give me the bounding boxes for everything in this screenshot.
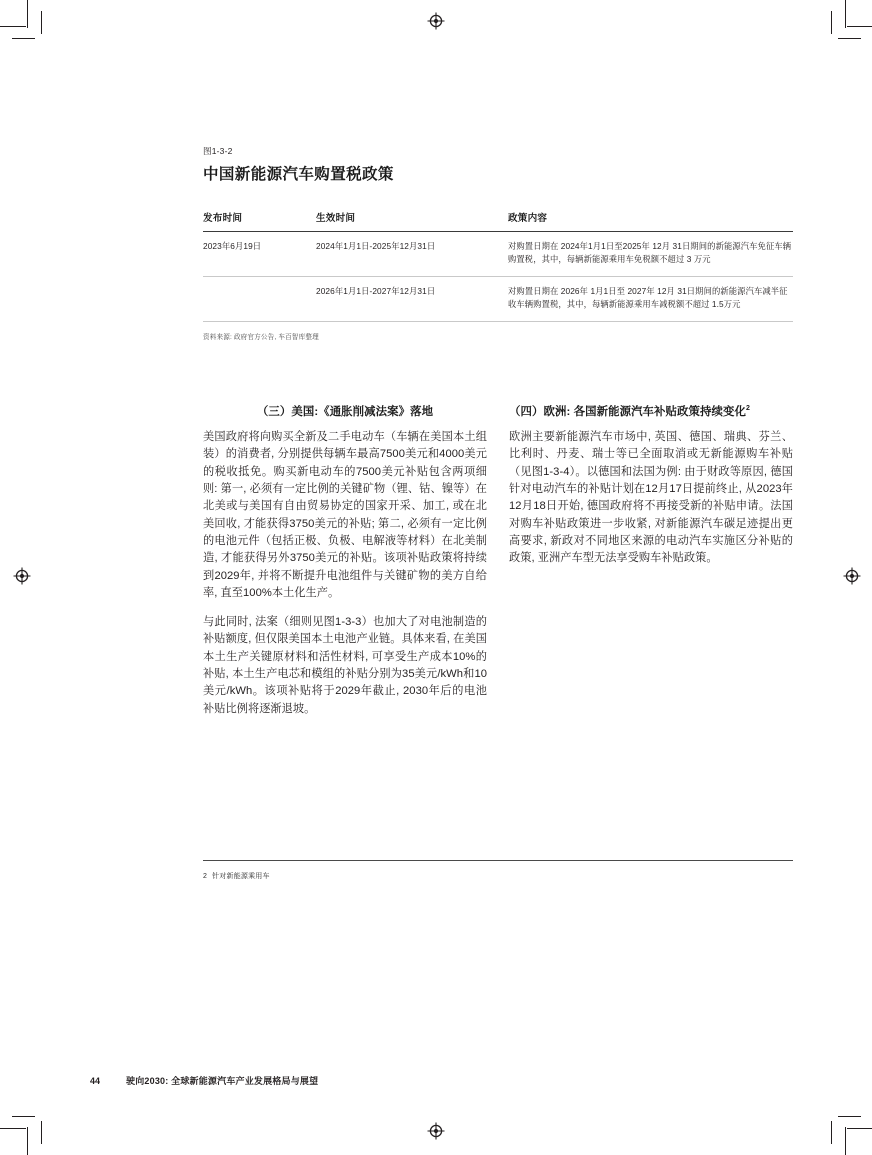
column-header-effective: 生效时间 [316, 213, 356, 224]
table-body [203, 232, 793, 322]
table-row [203, 276, 793, 321]
footnote [203, 871, 793, 881]
crop-mark-top-left-horizontal [0, 26, 26, 27]
crop-mark-bottom-left-vertical [27, 1127, 28, 1155]
column-header-published: 发布时间 [203, 213, 243, 224]
crop-mark-top-right-horizontal [847, 26, 872, 27]
registration-target-right [843, 567, 861, 585]
figure-block [203, 145, 793, 341]
crop-mark-top-right-vertical [845, 0, 846, 28]
cell-content: 对购置日期在 2026年 1月1日至 2027年 12月 31日期间的新能源汽车减半征收车辆购置税，其中，每辆新能源乘用车减税额不超过 1.5万元 [508, 285, 788, 310]
cell-effective: 2024年1月1日-2025年12月31日 [316, 241, 436, 251]
registration-target-bottom [427, 1122, 445, 1140]
cell-effective: 2026年1月1日-2027年12月31日 [316, 285, 436, 296]
cell-published [203, 276, 316, 321]
body-columns [203, 404, 793, 718]
section-heading-europe [509, 404, 793, 420]
page-number: 44 [90, 1076, 101, 1086]
footnote-reference[interactable]: 2 [745, 405, 750, 413]
page-footer [90, 1074, 318, 1087]
crop-mark-bottom-right-inner-vertical [831, 1121, 832, 1144]
crop-mark-bottom-right-vertical [845, 1127, 846, 1155]
crop-mark-bottom-right-inner-horizontal [838, 1116, 861, 1117]
paragraph: 欧洲主要新能源汽车市场中, 英国、德国、瑞典、芬兰、比利时、丹麦、瑞士等已全面取消或无新能源购车补贴（见图1-3-4）。以德国和法国为例: 由于财政等原因, 德国针对电动汽车的补贴计划在12月17日提前终止, 从2023年12月18日开始, 德国政府将不再接受新的补贴申请。法国对购车补贴政策进一步收紧, 对新能源汽车碳足迹提出更高要求, 新政对不同地区来源的电动汽车实施区分补贴的政策, 亚洲产车型无法享受购车补贴政策。 [509, 431, 793, 565]
running-title: 驶向2030: 全球新能源汽车产业发展格局与展望 [126, 1076, 319, 1086]
table-row [203, 232, 793, 277]
crop-mark-top-left-vertical [27, 0, 28, 28]
crop-mark-top-left-inner-horizontal [12, 38, 35, 39]
left-column [203, 404, 487, 718]
crop-mark-bottom-left-inner-vertical [41, 1121, 42, 1144]
registration-target-top [427, 12, 445, 30]
crop-mark-top-right-inner-vertical [831, 11, 832, 34]
footnote-block [203, 860, 793, 881]
cell-published: 2023年6月19日 [203, 241, 262, 251]
column-header-content: 政策内容 [508, 213, 548, 224]
cell-content: 对购置日期在 2024年1月1日至2025年 12月 31日期间的新能源汽车免征车辆购置税，其中，每辆新能源乘用车免税额不超过 3 万元 [508, 241, 792, 265]
section-heading-usa: （三）美国:《通胀削减法案》落地 [256, 406, 434, 418]
figure-title: 中国新能源汽车购置税政策 [203, 166, 394, 183]
footnote-body: 针对新能源乘用车 [212, 873, 270, 880]
paragraph: 与此同时, 法案（细则见图1-3-3）也加大了对电池制造的补贴额度, 但仅限美国本土电池产业链。具体来看, 在美国本土生产关键原材料和活性材料, 可享受生产成本10%的补贴, 本土生产电芯和模组的补贴分别为35美元/kWh和10美元/kWh。该项补贴将于2029年截止, 2030年后的电池补贴比例将逐渐退坡。 [203, 616, 487, 715]
crop-mark-bottom-right-horizontal [847, 1128, 872, 1129]
section-heading-europe-text: （四）欧洲: 各国新能源汽车补贴政策持续变化 [509, 406, 746, 418]
table-header-row [203, 210, 793, 232]
figure-number: 图1-3-2 [203, 146, 233, 156]
footnote-divider [203, 860, 793, 861]
registration-target-left [13, 567, 31, 585]
crop-mark-top-right-inner-horizontal [838, 38, 861, 39]
footnote-number: 2 [203, 873, 208, 880]
table-header [203, 210, 793, 232]
crop-mark-top-left-inner-vertical [41, 11, 42, 34]
right-column [509, 404, 793, 718]
paragraph: 美国政府将向购买全新及二手电动车（车辆在美国本土组装）的消费者, 分别提供每辆车最高7500美元和4000美元的税收抵免。购买新电动车的7500美元补贴包含两项细则: 第一, 必须有一定比例的关键矿物（锂、钴、镍等）在北美或与美国有自由贸易协定的国家开采、加工, 或在北美回收, 才能获得3750美元的补贴; 第二, 必须有一定比例的电池元件（包括正极、负极、电解液等材料）在北美制造, 才能获得另外3750美元的补贴。该项补贴政策将持续到2029年, 并将不断提升电池组件与关键矿物的美方自给率, 直至100%本土化生产。 [203, 431, 487, 599]
policy-table [203, 210, 793, 322]
source-note: 资料来源: 政府官方公告, 车百智库整理 [203, 333, 319, 341]
crop-mark-bottom-left-horizontal [0, 1128, 26, 1129]
crop-mark-bottom-left-inner-horizontal [12, 1116, 35, 1117]
